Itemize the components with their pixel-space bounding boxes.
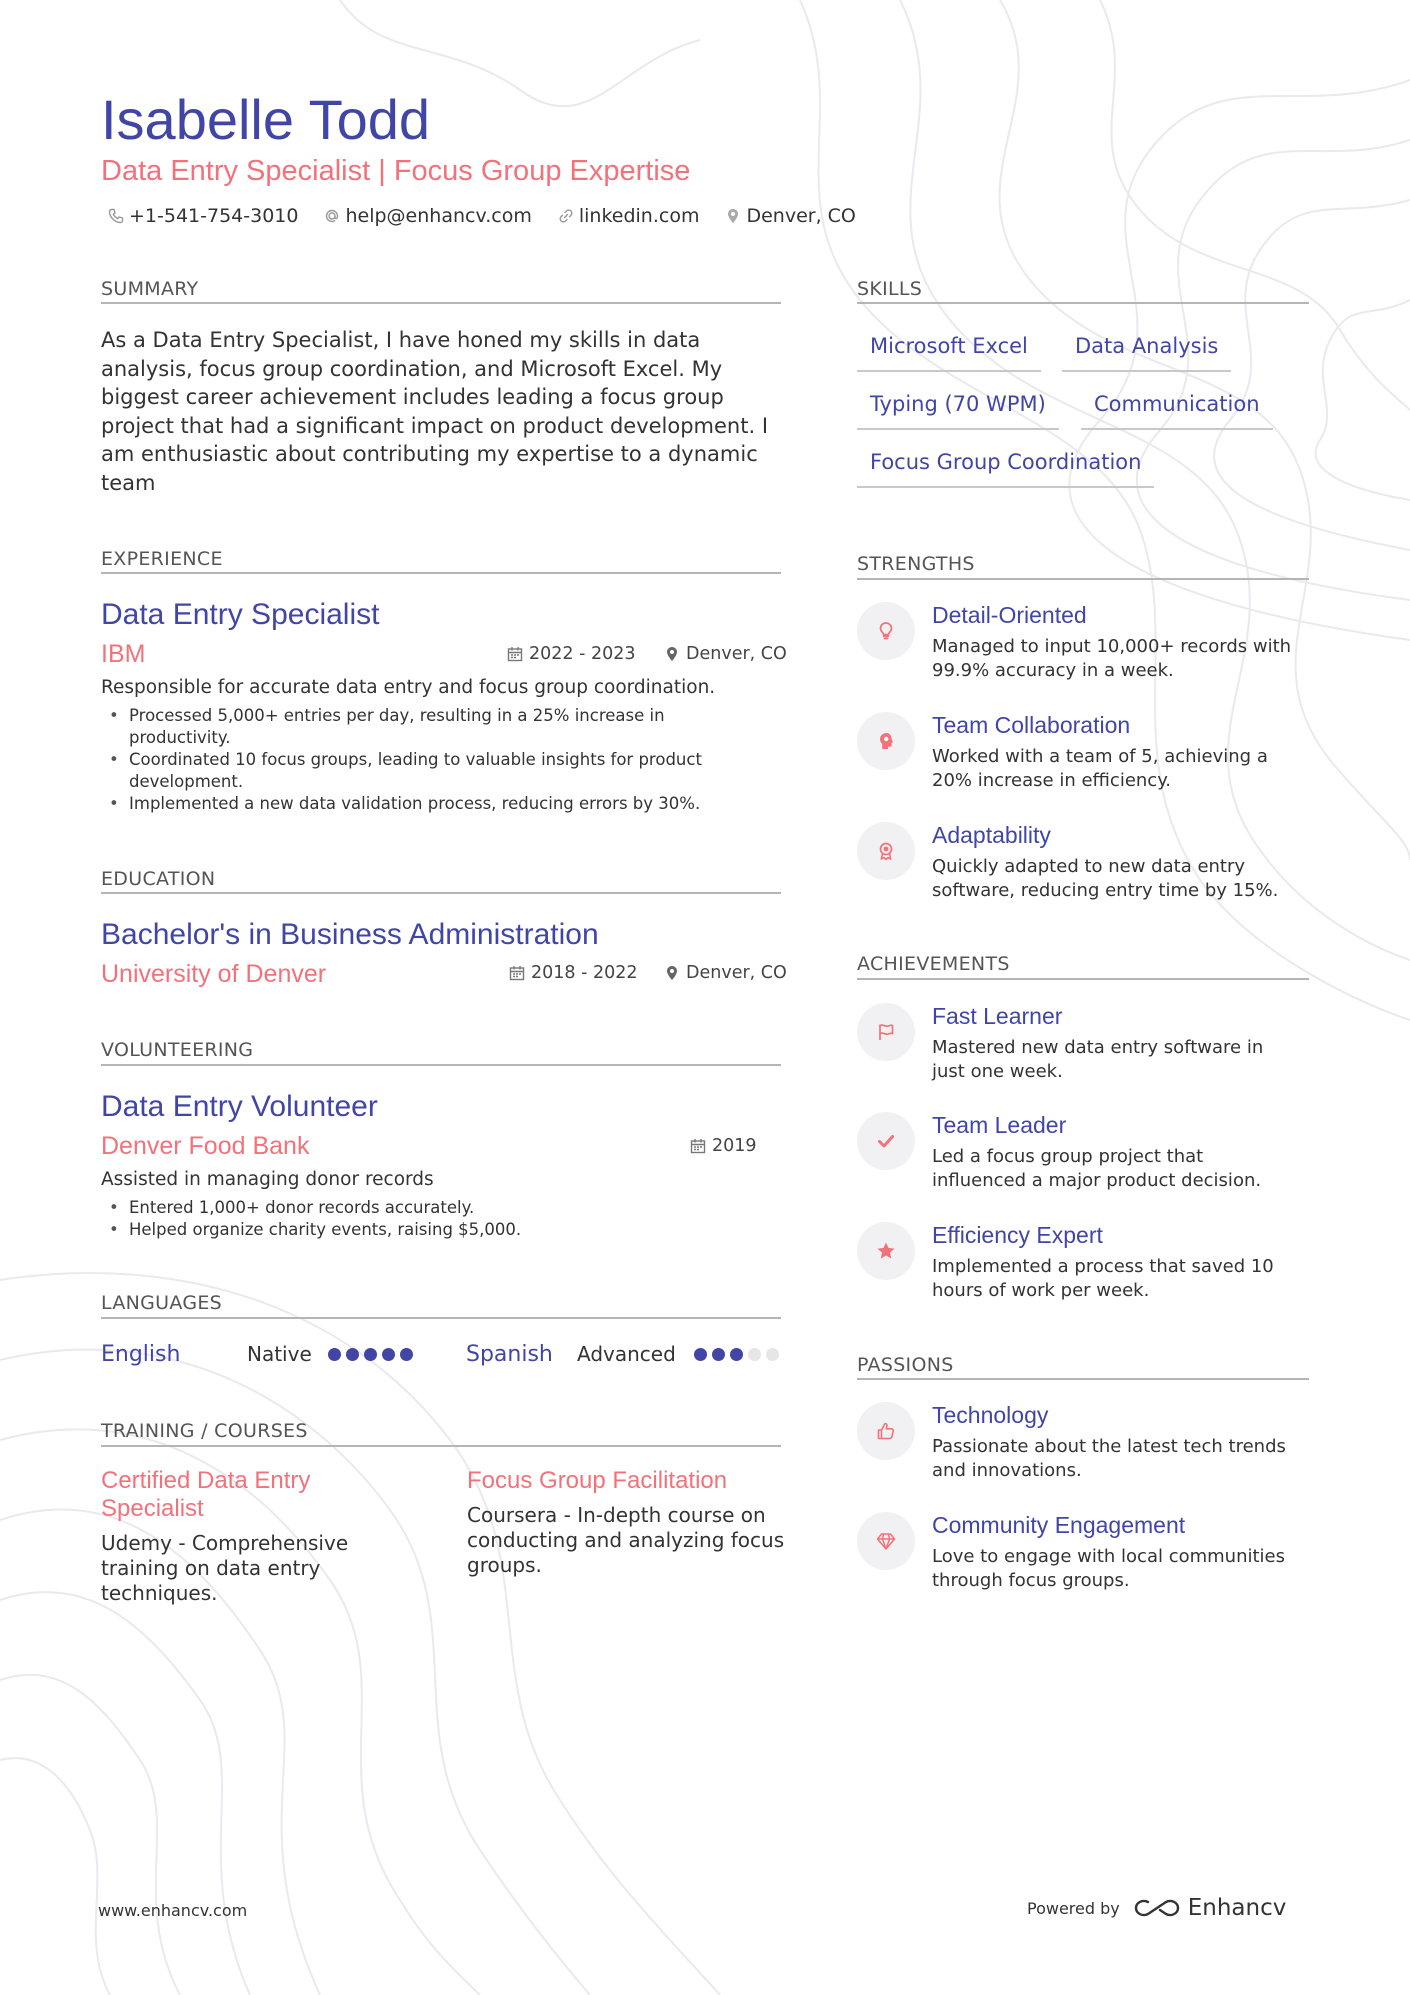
- check-icon: [875, 1130, 897, 1152]
- strength-icon-circle: [857, 712, 915, 770]
- enhancv-logo[interactable]: [1134, 1895, 1287, 1921]
- volunteering-divider: [101, 1064, 781, 1066]
- languages-section-title: LANGUAGES: [101, 1292, 223, 1314]
- achievement-description: Led a focus group project that influenced a major product decision.: [932, 1146, 1262, 1191]
- rating-dot: [400, 1348, 413, 1361]
- summary-line: project that had a significant impact on product development. I: [101, 413, 769, 438]
- contact-bar: [108, 205, 856, 227]
- rating-dot: [694, 1348, 707, 1361]
- strength-title: Team Collaboration: [932, 712, 1131, 738]
- strength-description: Quickly adapted to new data entry software, reducing entry time by 15%.: [932, 856, 1279, 901]
- rating-dot: [328, 1348, 341, 1361]
- powered-by-label: Powered by: [1027, 1898, 1120, 1918]
- experience-description: Responsible for accurate data entry and focus group coordination.: [101, 677, 716, 698]
- education-location: [664, 963, 787, 983]
- language-spanish-name: Spanish: [466, 1342, 553, 1367]
- summary-line: team: [101, 470, 156, 495]
- experience-location-text: Denver, CO: [686, 644, 787, 664]
- languages-divider: [101, 1317, 781, 1319]
- skill-tag: Microsoft Excel: [857, 334, 1041, 372]
- language-spanish-rating: [694, 1348, 779, 1361]
- star-icon: [875, 1240, 897, 1262]
- link-icon: [558, 208, 574, 224]
- rating-dot: [712, 1348, 725, 1361]
- education-school: University of Denver: [101, 960, 327, 988]
- skill-tag: Focus Group Coordination: [857, 450, 1154, 488]
- strength-icon-circle: [857, 602, 915, 660]
- summary-line: am enthusiastic about contributing my expertise to a dynamic: [101, 442, 758, 466]
- achievements-divider: [857, 978, 1309, 980]
- volunteering-org: Denver Food Bank: [101, 1132, 310, 1160]
- experience-location: [664, 644, 787, 664]
- volunteering-dates-text: 2019: [712, 1136, 757, 1156]
- education-section-title: EDUCATION: [101, 868, 216, 890]
- at-icon: [324, 208, 340, 224]
- rating-dot: [766, 1348, 779, 1361]
- location-icon: [664, 646, 680, 662]
- achievement-title: Fast Learner: [932, 1003, 1063, 1029]
- summary-line: biggest career achievement includes leading a focus group: [101, 385, 724, 409]
- list-item: • Implemented a new data validation process, reducing errors by 30%.: [101, 793, 781, 815]
- email-text: help@enhancv.com: [345, 205, 532, 227]
- linkedin-text: linkedin.com: [578, 205, 700, 227]
- strength-description: Worked with a team of 5, achieving a 20% increase in efficiency.: [932, 746, 1268, 791]
- achievement-icon-circle: [857, 1003, 915, 1061]
- rating-dot: [364, 1348, 377, 1361]
- list-item: • Entered 1,000+ donor records accurately.: [101, 1197, 781, 1219]
- experience-section-title: EXPERIENCE: [101, 548, 223, 570]
- education-divider: [101, 892, 781, 894]
- language-english-rating: [328, 1348, 413, 1361]
- passions-divider: [857, 1378, 1309, 1380]
- footer-powered-by: [1027, 1895, 1286, 1921]
- volunteering-role: Data Entry Volunteer: [101, 1090, 378, 1123]
- strength-title: Adaptability: [932, 822, 1051, 848]
- achievement-icon-circle: [857, 1222, 915, 1280]
- footer-website[interactable]: www.enhancv.com: [98, 1901, 248, 1920]
- language-english-name: English: [101, 1342, 181, 1367]
- education-dates: [509, 963, 638, 983]
- training-section-title: TRAINING / COURSES: [101, 1420, 308, 1442]
- candidate-headline: Data Entry Specialist | Focus Group Expertise: [101, 155, 691, 187]
- phone-icon: [108, 208, 124, 224]
- experience-role: Data Entry Specialist: [101, 598, 380, 631]
- flag-icon: [875, 1021, 897, 1043]
- passion-title: Technology: [932, 1402, 1049, 1428]
- contact-phone[interactable]: [108, 205, 298, 227]
- strength-icon-circle: [857, 822, 915, 880]
- location-icon: [664, 965, 680, 981]
- language-english-level: Native: [247, 1342, 312, 1366]
- skill-tag: Data Analysis: [1062, 334, 1231, 372]
- experience-divider: [101, 572, 781, 574]
- brand-name: Enhancv: [1187, 1895, 1287, 1921]
- skill-tag: Communication: [1081, 392, 1273, 430]
- course-description: Udemy - Comprehensive training on data entry techniques.: [101, 1531, 349, 1605]
- contact-email[interactable]: [324, 205, 531, 227]
- experience-company: IBM: [101, 640, 146, 668]
- contact-location: [725, 205, 855, 227]
- strength-title: Detail-Oriented: [932, 602, 1087, 628]
- rating-dot: [730, 1348, 743, 1361]
- achievement-title: Efficiency Expert: [932, 1222, 1103, 1248]
- skills-section-title: SKILLS: [857, 278, 923, 300]
- passion-description: Passionate about the latest tech trends and innovations.: [932, 1436, 1286, 1481]
- list-item: • Processed 5,000+ entries per day, resulting in a 25% increase in productivity.: [101, 705, 781, 749]
- location-icon: [725, 208, 741, 224]
- strengths-section-title: STRENGTHS: [857, 553, 975, 575]
- summary-text: [101, 326, 768, 497]
- achievement-icon-circle: [857, 1112, 915, 1170]
- award-icon: [875, 840, 897, 862]
- rating-dot: [346, 1348, 359, 1361]
- skill-tag: Typing (70 WPM): [857, 392, 1059, 430]
- passion-title: Community Engagement: [932, 1512, 1186, 1538]
- experience-dates: [507, 644, 636, 664]
- passion-icon-circle: [857, 1512, 915, 1570]
- strengths-divider: [857, 578, 1309, 580]
- phone-text: +1-541-754-3010: [129, 205, 299, 227]
- education-dates-text: 2018 - 2022: [531, 963, 638, 983]
- language-spanish-level: Advanced: [577, 1342, 676, 1366]
- calendar-icon: [507, 646, 523, 662]
- achievements-section-title: ACHIEVEMENTS: [857, 953, 1010, 975]
- calendar-icon: [509, 965, 525, 981]
- volunteering-dates: [690, 1136, 757, 1156]
- summary-divider: [101, 302, 781, 304]
- skills-divider: [857, 302, 1309, 304]
- summary-section-title: SUMMARY: [101, 278, 199, 300]
- volunteering-section-title: VOLUNTEERING: [101, 1039, 254, 1061]
- achievement-title: Team Leader: [932, 1112, 1067, 1138]
- volunteering-description: Assisted in managing donor records: [101, 1169, 434, 1190]
- contact-linkedin[interactable]: [558, 205, 700, 227]
- passions-section-title: PASSIONS: [857, 1354, 954, 1376]
- achievement-description: Implemented a process that saved 10 hours of work per week.: [932, 1256, 1274, 1301]
- thumbs-up-icon: [875, 1420, 897, 1442]
- course-title: Focus Group Facilitation: [467, 1467, 728, 1494]
- location-text: Denver, CO: [746, 205, 856, 227]
- course-description: Coursera - In-depth course on conducting and analyzing focus groups.: [467, 1503, 785, 1577]
- lightbulb-icon: [875, 620, 897, 642]
- enhancv-logo-icon: [1134, 1896, 1180, 1920]
- list-item: • Coordinated 10 focus groups, leading to valuable insights for product development.: [101, 749, 781, 793]
- volunteering-bullets: [101, 1197, 781, 1241]
- education-location-text: Denver, CO: [686, 963, 787, 983]
- achievement-description: Mastered new data entry software in just one week.: [932, 1037, 1264, 1082]
- head-icon: [875, 730, 897, 752]
- candidate-name: Isabelle Todd: [101, 88, 430, 151]
- experience-dates-text: 2022 - 2023: [529, 644, 636, 664]
- training-divider: [101, 1445, 781, 1447]
- summary-line: analysis, focus group coordination, and Microsoft Excel. My: [101, 356, 723, 381]
- diamond-icon: [875, 1530, 897, 1552]
- passion-description: Love to engage with local communities through focus groups.: [932, 1546, 1286, 1591]
- rating-dot: [382, 1348, 395, 1361]
- strength-description: Managed to input 10,000+ records with 99.9% accuracy in a week.: [932, 636, 1292, 681]
- calendar-icon: [690, 1138, 706, 1154]
- course-title: Certified Data Entry Specialist: [101, 1467, 311, 1522]
- list-item: • Helped organize charity events, raising $5,000.: [101, 1219, 781, 1241]
- summary-line: As a Data Entry Specialist, I have honed my skills in data: [101, 328, 701, 352]
- passion-icon-circle: [857, 1402, 915, 1460]
- education-degree: Bachelor's in Business Administration: [101, 918, 599, 951]
- experience-bullets: [101, 705, 781, 815]
- rating-dot: [748, 1348, 761, 1361]
